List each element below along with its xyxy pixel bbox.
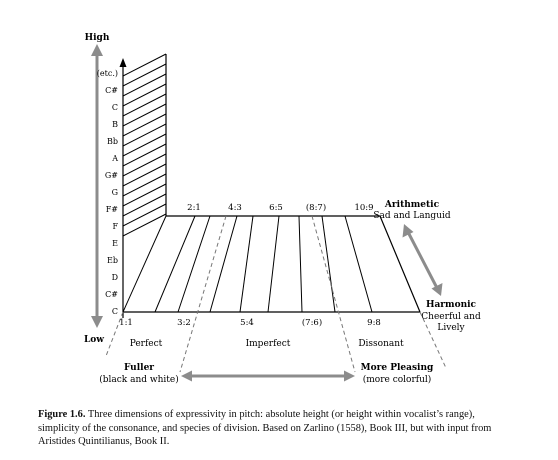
ratio-label-front: 9:8 — [367, 318, 381, 328]
ratio-label-front: 3:2 — [177, 318, 191, 328]
category-dissonant: Dissonant — [358, 339, 404, 349]
ratio-label-back: (8:7) — [305, 203, 327, 213]
hatch-line — [123, 94, 166, 116]
note-label: F — [112, 222, 118, 231]
floor-line — [322, 216, 335, 312]
note-label: F# — [105, 205, 118, 214]
pitch-note-labels — [97, 69, 119, 316]
caption-text: Three dimensions of expressivity in pitch: absolute height (or height within vocalist’s range), simplicity of the consonance, and species of division. Based on Zarlino (1558), Book III, but with input from Aristides Quintilianus, Book II. — [38, 409, 492, 447]
fuller-title: Fuller — [123, 363, 155, 373]
ratio-label-front: 1:1 — [119, 318, 133, 328]
caption-label: Figure 1.6. — [38, 409, 86, 420]
ratio-label-back: 6:5 — [269, 203, 283, 213]
hatch-line — [123, 154, 166, 176]
floor-line — [240, 216, 253, 312]
note-label: C# — [105, 290, 118, 299]
ratio-label-front: 5:4 — [240, 318, 254, 328]
hatch-line — [123, 164, 166, 186]
category-perfect: Perfect — [129, 339, 163, 349]
hatch-line — [123, 204, 166, 226]
ratio-label-front: (7:6) — [301, 318, 323, 328]
ratio-label-back: 10:9 — [354, 203, 374, 213]
note-label: Eb — [107, 256, 118, 265]
pitch-axis-line — [120, 58, 127, 318]
note-label: B — [112, 120, 118, 129]
consonance-floor — [123, 216, 420, 312]
note-label: (etc.) — [96, 69, 118, 78]
note-label: C — [111, 307, 118, 316]
ratio-label-back: 4:3 — [228, 203, 242, 213]
floor-line — [178, 216, 210, 312]
ratio-labels-back — [187, 202, 373, 213]
note-label: G# — [104, 171, 118, 180]
hatch-line — [123, 144, 166, 166]
note-label: C# — [105, 86, 118, 95]
hatch-line — [123, 74, 166, 96]
fullness-arrow — [181, 371, 355, 382]
pitch-height-arrow — [91, 44, 103, 328]
harmonic-title: Harmonic — [425, 300, 477, 310]
arithmetic-desc: Sad and Languid — [373, 211, 451, 221]
pleasing-desc: (more colorful) — [362, 375, 432, 385]
hatch-line — [123, 214, 166, 236]
floor-line — [155, 216, 195, 312]
hatch-line — [123, 174, 166, 196]
pleasing-title: More Pleasing — [360, 363, 434, 373]
ratio-label-back: 2:1 — [187, 203, 201, 213]
hatched-pitch-wall — [123, 54, 166, 312]
floor-line — [345, 216, 372, 312]
note-label: C — [111, 103, 118, 112]
note-label: E — [112, 239, 118, 248]
note-label: G — [111, 188, 118, 197]
hatch-line — [123, 124, 166, 146]
floor-line — [299, 216, 302, 312]
hatch-line — [123, 84, 166, 106]
hatch-line — [123, 104, 166, 126]
note-label: D — [111, 273, 118, 282]
hatch-line — [123, 184, 166, 206]
floor-line — [210, 216, 237, 312]
floor-line — [268, 216, 279, 312]
hatch-line — [123, 194, 166, 216]
fuller-desc: (black and white) — [99, 375, 179, 385]
arithmetic-title: Arithmetic — [384, 200, 440, 210]
high-label: High — [84, 33, 110, 43]
hatch-line — [123, 64, 166, 86]
hatch-line — [123, 114, 166, 136]
ratio-labels-front — [119, 317, 381, 328]
harmonic-desc-2: Lively — [437, 323, 465, 333]
low-label: Low — [83, 335, 105, 345]
harmonic-desc-1: Cheerful and — [421, 312, 481, 322]
note-label: Bb — [107, 137, 118, 146]
figure-caption — [38, 408, 518, 449]
hatch-line — [123, 134, 166, 156]
category-imperfect: Imperfect — [245, 339, 291, 349]
note-label: A — [112, 154, 118, 163]
